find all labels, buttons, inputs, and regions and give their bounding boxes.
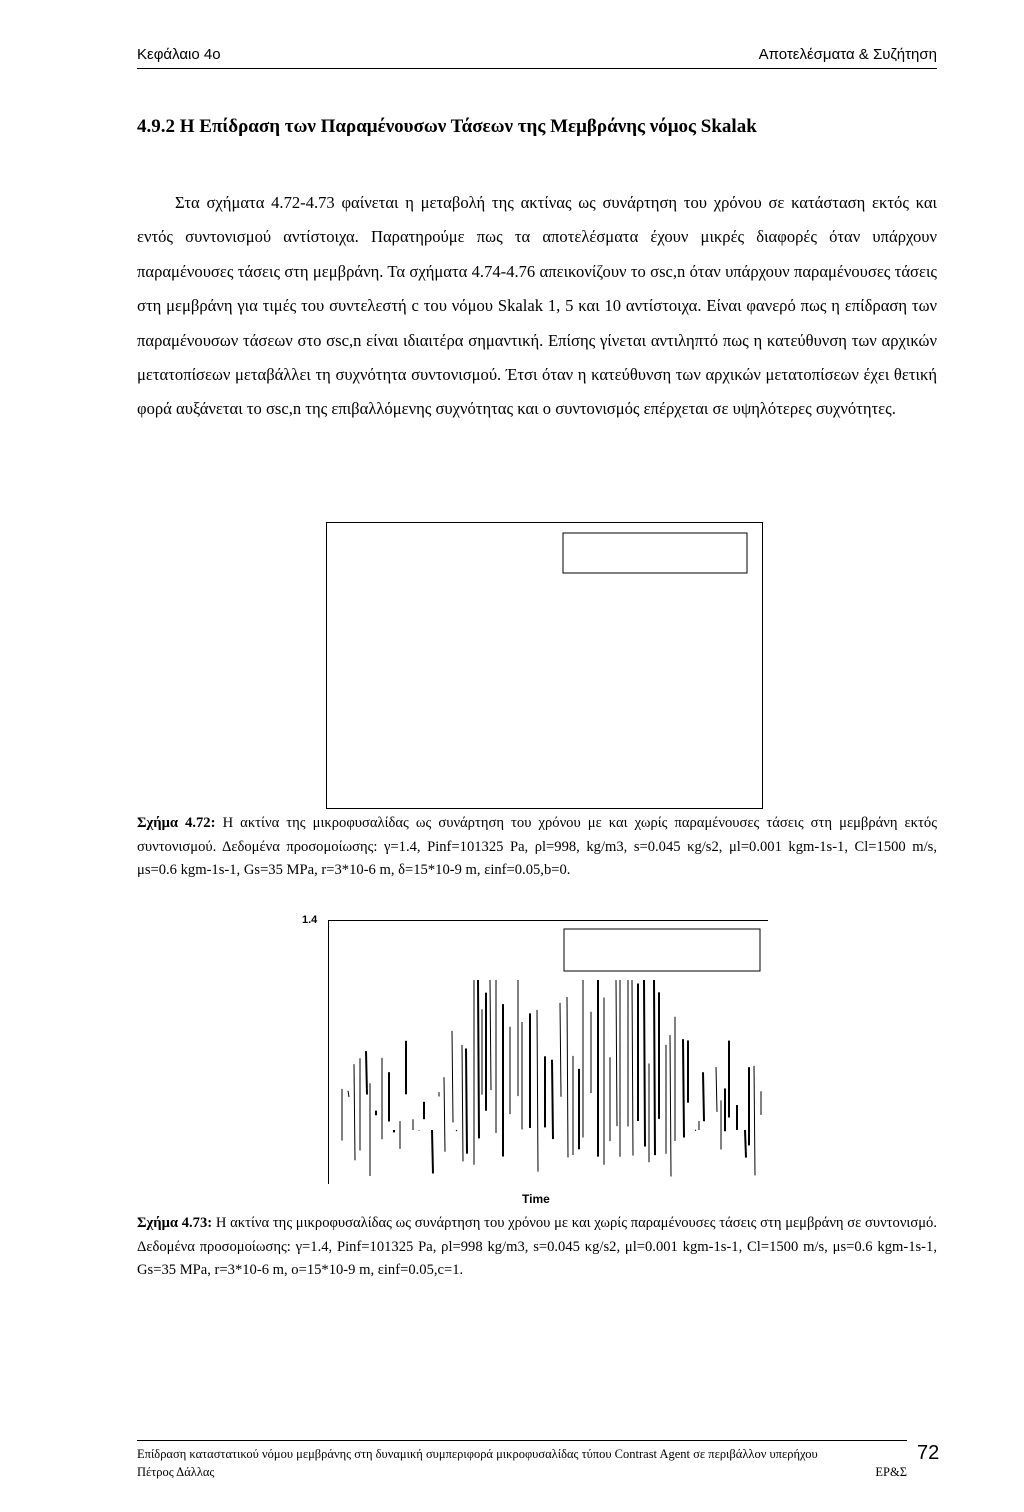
chapter-label: Κεφάλαιο 4ο [137, 46, 221, 63]
trace-segment [552, 1060, 553, 1139]
legend-box [563, 533, 747, 573]
x-axis-label: Time [522, 1192, 550, 1206]
trace-segment [490, 980, 491, 1090]
figure-4-72-plot [326, 522, 764, 810]
trace-segment [745, 1130, 746, 1158]
trace-segment [456, 1130, 457, 1131]
trace-segment [537, 1010, 538, 1172]
trace-segment [560, 1003, 561, 1097]
footer-dept: ΕΡ&Σ [875, 1465, 907, 1479]
chapter-title: Αποτελέσματα & Συζήτηση [758, 46, 937, 63]
body-paragraph: Στα σχήματα 4.72-4.73 φαίνεται η μεταβολή της ακτίνας ως συνάρτηση του χρόνου σε κατάσταση εκτός και εντός συντονισμού αντίστοιχα. Παρατηρούμε πως τα αποτελέσματα έχουν μικρές διαφορές όταν υπάρχουν παραμένουσες τάσεις στη μεμβράνη. Τα σχήματα 4.74-4.76 απεικονίζουν το σsc,n όταν υπάρχουν παραμένουσες τάσεις στη μεμβράνη για τιμές του συντελεστή c του νόμου Skalak 1, 5 και 10 αντίστοιχα. Είναι φανερό πως η επίδραση των παραμένουσων τάσεων στο σsc,n είναι ιδιαιτέρα σημαντική. Επίσης γίνεται αντιληπτό πως η κατεύθυνση των αρχικών μετατοπίσεων μεταβάλλει τη συχνότητα συντονισμού. Έτσι όταν η κατεύθυνση των αρχικών μετατοπίσεων έχει θετική φορά αυξάνεται το σsc,n της επιβαλλόμενης συχνότητας και ο συντονισμός επέρχεται σε υψηλότερες συχνότητες. [137, 193, 937, 419]
caption-label: Σχήμα 4.72: [137, 815, 216, 831]
page-header [137, 46, 937, 69]
trace-segment [462, 1045, 463, 1161]
figure-4-73-caption [137, 1212, 937, 1283]
trace-segment [466, 1049, 467, 1154]
page-number: 72 [917, 1442, 940, 1464]
trace-segment [452, 1031, 453, 1123]
trace-segment [432, 1130, 433, 1173]
trace-segment [444, 1077, 445, 1152]
caption-text: Η ακτίνα της μικροφυσαλίδας ως συνάρτηση του χρόνου με και χωρίς παραμένουσες τάσεις στη μεμβράνη εκτός συντονισμού. Δεδομένα προσομοίωσης: γ=1.4, Pinf=101325 Pa, ρl=998, kg/m3, s=0.045 κg/s2, μl=0.001 kgm-1s-1, Cl=1500 m/s, μs=0.6 kgm-1s-1, Gs=35 MPa, r=3*10-6 m, δ=15*10-9 m, εinf=0.05,b=0. [137, 815, 937, 878]
oscillation-traces [342, 980, 761, 1177]
footer-rule [137, 1440, 907, 1441]
footer-thesis-title: Επίδραση καταστατικού νόμου μεμβράνης στη δυναμική συμπεριφορά μικροφυσαλίδας τύπου Contrast Agent σε περιβάλλον υπερήχου [137, 1447, 818, 1461]
trace-segment [354, 1064, 355, 1160]
trace-segment [654, 980, 655, 1155]
caption-text: Η ακτίνα της μικροφυσαλίδας ως συνάρτηση του χρόνου με και χωρίς παραμένουσες τάσεις στη μεμβράνη σε συντονισμό. Δεδομένα προσομοίωσης: γ=1.4, Pinf=101325 Pa, ρl=998 kg/m3, s=0.045 κg/s2, μl=0.001 kgm-1s-1, Cl=1500 m/s, μs=0.6 kgm-1s-1, Gs=35 MPa, r=3*10-6 m, ο=15*10-9 m, εinf=0.05,c=1. [137, 1215, 937, 1278]
trace-segment [644, 980, 645, 1147]
caption-label: Σχήμα 4.73: [137, 1215, 213, 1231]
trace-segment [716, 1067, 717, 1112]
trace-segment [632, 980, 633, 1156]
trace-segment [703, 1072, 704, 1121]
trace-segment [567, 997, 568, 1158]
footer-author: Πέτρος Δάλλας [137, 1465, 215, 1479]
trace-segment [366, 1051, 367, 1094]
section-title: 4.9.2 Η Επίδραση των Παραμένουσων Τάσεων της Μεμβράνης νόμος Skalak [137, 116, 757, 137]
figure-4-72-caption [137, 812, 937, 883]
figure-4-73-plot [328, 920, 770, 1184]
body-text [137, 186, 937, 427]
trace-segment [348, 1091, 349, 1097]
trace-segment [754, 1066, 755, 1176]
trace-segment [683, 1039, 684, 1137]
legend-box [564, 929, 760, 971]
trace-segment [478, 980, 479, 1138]
page-footer [137, 1445, 907, 1481]
y-tick-label: 1.4 [302, 914, 318, 926]
trace-segment [670, 1035, 671, 1176]
trace-segment [616, 980, 617, 1126]
